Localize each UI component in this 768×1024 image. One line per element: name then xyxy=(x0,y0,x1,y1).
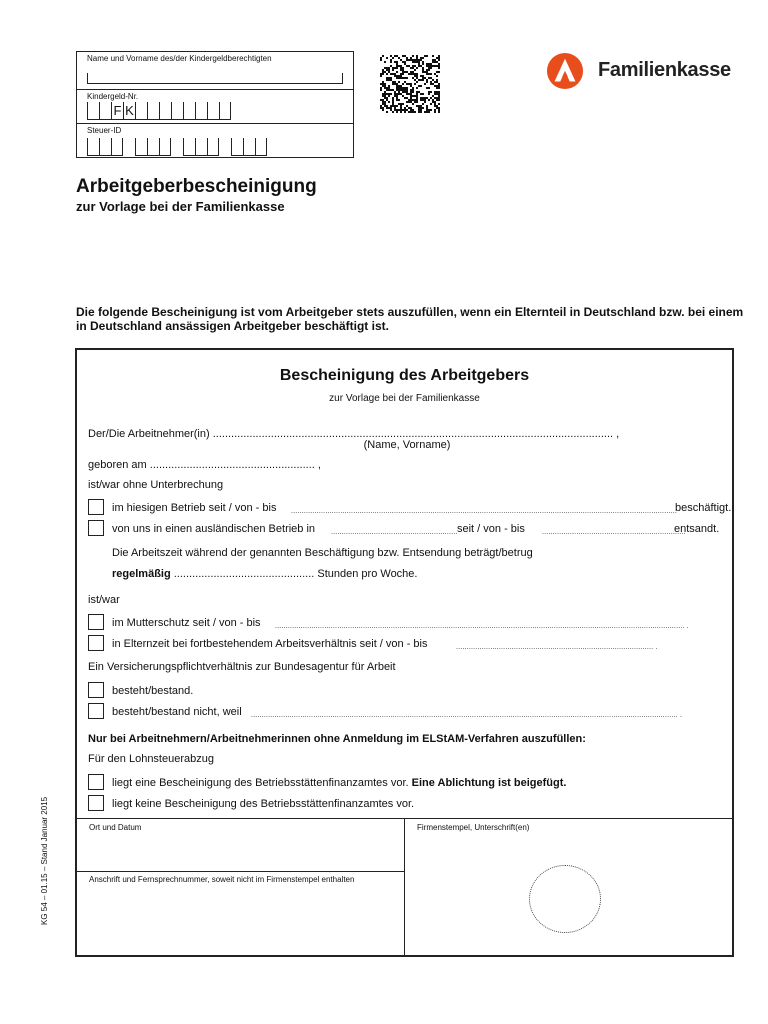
name-label: Name und Vorname des/der Kindergeldberechtigten xyxy=(87,54,272,63)
worktime-text: Die Arbeitszeit während der genannten Beschäftigung bzw. Entsendung beträgt/betrug xyxy=(112,547,533,559)
kindergeld-cell[interactable] xyxy=(87,102,99,120)
address-box[interactable] xyxy=(77,871,405,884)
employee-label: Der/Die Arbeitnehmer(in) xyxy=(88,428,210,440)
since-label: ist/war ohne Unterbrechung xyxy=(88,479,224,491)
page-title: Arbeitgeberbescheinigung xyxy=(76,176,317,197)
stamp-label: Firmenstempel, Unterschrift(en) xyxy=(417,823,530,832)
kindergeld-cell[interactable] xyxy=(183,102,195,120)
kindergeld-prefix-k: K xyxy=(123,102,135,120)
checkbox-local-employment[interactable] xyxy=(88,499,104,515)
worktime-bold: regelmäßig xyxy=(112,568,171,580)
steuer-id-cell[interactable] xyxy=(111,138,123,156)
steuer-id-cell[interactable] xyxy=(255,138,267,156)
opt-abroad-mid: seit / von - bis xyxy=(457,523,525,535)
address-label: Anschrift und Fernsprechnummer, soweit nicht im Firmenstempel enthalten xyxy=(89,875,355,884)
opt-parental-dots[interactable]: ............................................................................................ . xyxy=(456,644,658,651)
opt-existed-label: besteht/bestand. xyxy=(112,685,194,697)
elstam-heading: Nur bei Arbeitnehmern/Arbeitnehmerinnen ohne Anmeldung im ELStAM-Verfahren auszufüllen: xyxy=(88,733,586,745)
kindergeld-cell[interactable] xyxy=(99,102,111,120)
signature-left-column xyxy=(77,819,405,956)
steuer-id-cell[interactable] xyxy=(231,138,243,156)
opt-local-end: beschäftigt. xyxy=(675,502,732,514)
opt-cert-no-label: liegt keine Bescheinigung des Betriebsstättenfinanzamtes vor. xyxy=(112,798,415,810)
logo-text: Familienkasse xyxy=(598,59,731,81)
applicant-header-box xyxy=(76,51,354,158)
steuer-id-cell[interactable] xyxy=(135,138,147,156)
page-subtitle: zur Vorlage bei der Familienkasse xyxy=(76,199,285,214)
opt-local-dots[interactable]: .................................................................................................................................................................................... xyxy=(291,508,678,515)
opt-cert-yes-bold: Eine Ablichtung ist beigefügt. xyxy=(411,777,567,789)
born-dots[interactable]: ...................................................... , xyxy=(149,459,321,471)
place-date-label: Ort und Datum xyxy=(89,823,142,832)
opt-maternity-label: im Mutterschutz seit / von - bis xyxy=(112,617,261,629)
opt-local-label: im hiesigen Betrieb seit / von - bis xyxy=(112,502,277,514)
kindergeld-prefix-f: F xyxy=(111,102,123,120)
steuer-id-cell[interactable] xyxy=(183,138,195,156)
steuer-id-row xyxy=(77,124,353,159)
name-field[interactable] xyxy=(87,73,343,84)
opt-cert-yes-label: liegt eine Bescheinigung des Betriebsstättenfinanzamtes vor. xyxy=(112,777,409,789)
opt-abroad-end: entsandt. xyxy=(674,523,720,535)
born-line[interactable] xyxy=(88,459,321,472)
opt-not-existed-label: besteht/bestand nicht, weil xyxy=(112,706,242,718)
born-label: geboren am xyxy=(88,459,147,471)
steuer-id-cell[interactable] xyxy=(87,138,99,156)
opt-abroad-label: von uns in einen ausländischen Betrieb in xyxy=(112,523,316,535)
kindergeld-label: Kindergeld-Nr. xyxy=(87,92,139,101)
checkbox-parental-leave[interactable] xyxy=(88,635,104,651)
steuer-id-cell[interactable] xyxy=(207,138,219,156)
signature-area xyxy=(77,818,732,955)
steuer-id-cell[interactable] xyxy=(243,138,255,156)
checkbox-tax-cert-yes[interactable] xyxy=(88,774,104,790)
employer-certificate-form xyxy=(75,348,734,957)
checkbox-maternity[interactable] xyxy=(88,614,104,630)
kindergeld-cell[interactable] xyxy=(159,102,171,120)
name-row xyxy=(77,52,353,90)
kindergeld-cell[interactable] xyxy=(207,102,219,120)
opt-parental-label: in Elternzeit bei fortbestehendem Arbeitsverhältnis seit / von - bis xyxy=(112,638,428,650)
kindergeld-cell[interactable] xyxy=(147,102,159,120)
opt-abroad-country-dots[interactable]: ........................................................... xyxy=(331,529,458,536)
steuer-id-field[interactable] xyxy=(87,138,267,156)
form-version-note: KG 54 – 01.15 – Stand Januar 2015 xyxy=(40,796,49,925)
stamp-circle[interactable] xyxy=(529,865,601,933)
kindergeld-row xyxy=(77,90,353,124)
qr-code-icon xyxy=(380,55,440,113)
checkbox-tax-cert-no[interactable] xyxy=(88,795,104,811)
opt-not-existed-dots[interactable]: ....................................................................................................................................................................................................... . xyxy=(251,712,683,719)
employee-dots[interactable]: ................................................................................................................................... , xyxy=(212,428,620,440)
checkbox-insurance-existed[interactable] xyxy=(88,682,104,698)
opt-abroad-period-dots[interactable]: ................................................................... xyxy=(542,529,686,536)
worktime-end: Stunden pro Woche. xyxy=(317,568,418,580)
bundesagentur-logo-icon xyxy=(546,52,584,90)
steuer-id-cell[interactable] xyxy=(99,138,111,156)
insurance-text: Ein Versicherungspflichtverhältnis zur Bundesagentur für Arbeit xyxy=(88,661,396,673)
checkbox-abroad-assignment[interactable] xyxy=(88,520,104,536)
kindergeld-cell[interactable] xyxy=(219,102,231,120)
kindergeld-cell[interactable] xyxy=(195,102,207,120)
kindergeld-cell[interactable] xyxy=(171,102,183,120)
steuer-id-cell[interactable] xyxy=(147,138,159,156)
worktime-line[interactable] xyxy=(112,568,417,581)
iswar-label: ist/war xyxy=(88,594,120,606)
form-subheading: zur Vorlage bei der Familienkasse xyxy=(329,393,480,404)
steuer-id-cell[interactable] xyxy=(195,138,207,156)
employee-hint: (Name, Vorname) xyxy=(363,439,451,451)
kindergeld-cell[interactable] xyxy=(135,102,147,120)
tax-text: Für den Lohnsteuerabzug xyxy=(88,753,214,765)
opt-cert-yes-line xyxy=(112,777,566,790)
intro-text: Die folgende Bescheinigung ist vom Arbeitgeber stets auszufüllen, wenn ein Elternteil in Deutschland bzw. bei einem in Deutschland ansässigen Arbeitgeber beschäftigt ist. xyxy=(76,305,744,333)
checkbox-insurance-not-existed[interactable] xyxy=(88,703,104,719)
steuer-id-cell[interactable] xyxy=(159,138,171,156)
opt-maternity-dots[interactable]: ............................................................................................................................................................................................... . xyxy=(275,623,689,630)
form-heading: Bescheinigung des Arbeitgebers xyxy=(279,367,530,384)
kindergeld-number-field[interactable] xyxy=(87,102,231,120)
steuer-id-label: Steuer-ID xyxy=(87,126,122,135)
worktime-dots[interactable]: .............................................. xyxy=(173,568,318,580)
